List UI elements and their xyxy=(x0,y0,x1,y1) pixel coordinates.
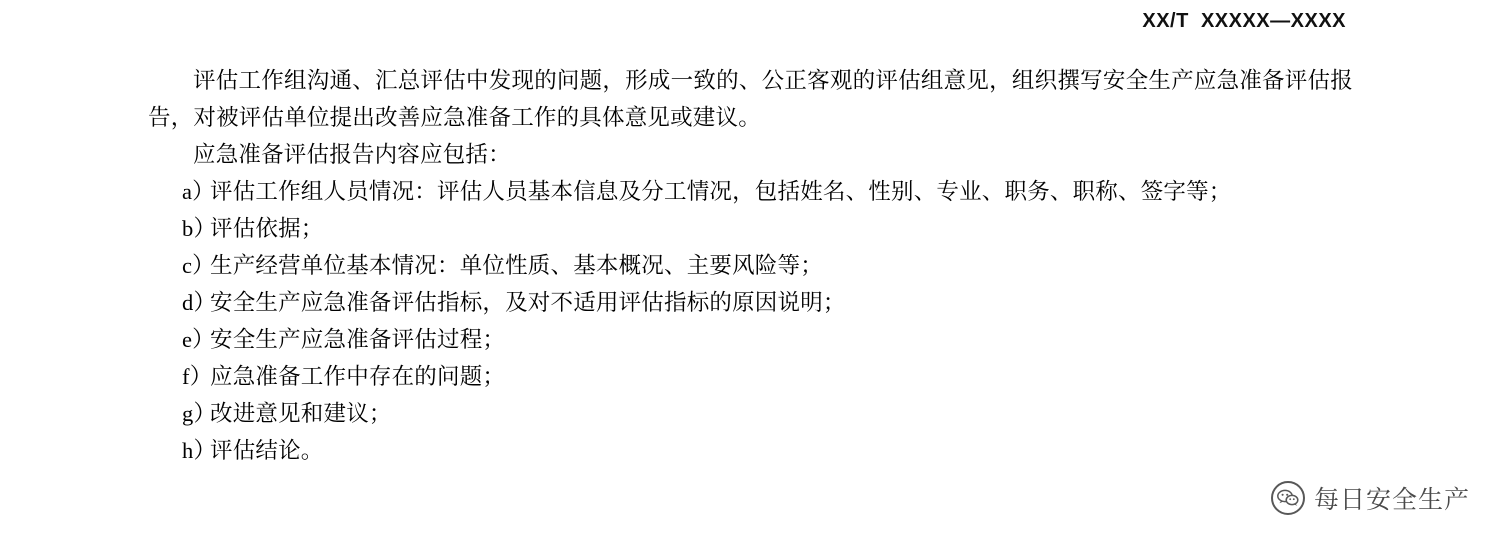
document-body xyxy=(148,62,1353,469)
list-item-marker: e） xyxy=(182,327,215,352)
list-item xyxy=(148,358,1353,395)
list-item xyxy=(148,173,1353,210)
list-item xyxy=(148,321,1353,358)
watermark xyxy=(1271,480,1470,516)
list-item-marker: g） xyxy=(182,401,217,426)
list-item xyxy=(148,284,1353,321)
ordered-list-report-contents xyxy=(148,173,1353,469)
watermark-label: 每日安全生产 xyxy=(1313,486,1470,514)
list-item xyxy=(148,247,1353,284)
list-item xyxy=(148,395,1353,432)
list-item-text: 安全生产应急准备评估过程； xyxy=(210,327,506,352)
list-item xyxy=(148,210,1353,247)
list-item-marker: d） xyxy=(182,290,217,315)
paragraph-1: 评估工作组沟通、汇总评估中发现的问题，形成一致的、公正客观的评估组意见，组织撰写安全生产应急准备评估报告，对被评估单位提出改善应急准备工作的具体意见或建议。 xyxy=(148,68,1353,130)
list-item-text: 安全生产应急准备评估指标，及对不适用评估指标的原因说明； xyxy=(210,290,846,315)
list-item-text: 评估结论。 xyxy=(210,438,324,463)
list-item-marker: f） xyxy=(182,364,213,389)
list-item-text: 改进意见和建议； xyxy=(210,401,392,426)
wechat-icon xyxy=(1271,481,1305,515)
list-item-text: 生产经营单位基本情况：单位性质、基本概况、主要风险等； xyxy=(210,253,823,278)
list-item-text: 评估工作组人员情况：评估人员基本信息及分工情况，包括姓名、性别、专业、职务、职称、签字等； xyxy=(210,179,1232,204)
list-item-marker: c） xyxy=(182,253,215,278)
paragraph-2: 应急准备评估报告内容应包括： xyxy=(193,142,511,167)
list-item-text: 应急准备工作中存在的问题； xyxy=(210,364,506,389)
list-item-marker: a） xyxy=(182,179,215,204)
list-item-marker: h） xyxy=(182,438,217,463)
list-item-marker: b） xyxy=(182,216,217,241)
page-header-standard-code: XX/T XXXXX—XXXX xyxy=(1142,10,1346,32)
list-item xyxy=(148,432,1353,469)
list-item-text: 评估依据； xyxy=(210,216,324,241)
